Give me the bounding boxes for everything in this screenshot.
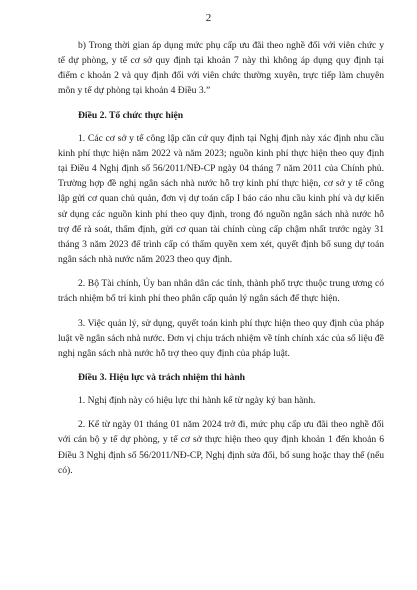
article-2-paragraph-2: 2. Bộ Tài chính, Ủy ban nhân dân các tỉnh, thành phố trực thuộc trung ương có trách nhiệm bố trí kinh phí theo phân cấp quản lý ngân sách để thực hiện. bbox=[58, 278, 384, 305]
article-2-heading: Điều 2. Tổ chức thực hiện bbox=[78, 109, 184, 121]
article-3-paragraph-1: 1. Nghị định này có hiệu lực thi hành kể từ ngày ký ban hành. bbox=[78, 395, 316, 407]
article-3-paragraph-2: 2. Kể từ ngày 01 tháng 01 năm 2024 trở đi, mức phụ cấp ưu đãi theo nghề đối với cán bộ y tế dự phòng, y tế cơ sở thực hiện theo quy định khoản 1 đến khoản 6 Điều 3 Nghị định số 56/2011/NĐ-CP, Nghị định sửa đổi, bổ sung hoặc thay thế (nếu có). bbox=[58, 419, 384, 476]
page-number: 2 bbox=[205, 12, 212, 24]
article-2-paragraph-1: 1. Các cơ sở y tế công lập căn cứ quy định tại Nghị định này xác định nhu cầu kinh phí thực hiện năm 2022 và năm 2023; nguồn kinh phí thực hiện theo quy định tại Điều 4 Nghị định số 56/2011/NĐ-CP ngày 04 tháng 7 năm 2011 của Chính phủ. Trường hợp đề nghị ngân sách nhà nước hỗ trợ kinh phí thực hiện, cơ sở y tế công lập gửi cơ quan chủ quản, đơn vị dự toán cấp I báo cáo nhu cầu kinh phí và dự kiến sử dụng các nguồn kinh phí theo quy định, trong đó nguồn ngân sách nhà nước hỗ trợ để rà soát, thẩm định, gửi cơ quan tài chính cùng cấp chậm nhất trước ngày 31 tháng 3 năm 2023 để trình cấp có thẩm quyền xem xét, quyết định bổ sung dự toán ngân sách nhà nước năm 2023 theo quy định. bbox=[58, 132, 384, 266]
document-body bbox=[58, 38, 384, 487]
article-2-paragraph-3: 3. Việc quản lý, sử dụng, quyết toán kinh phí thực hiện theo quy định của pháp luật về ngân sách nhà nước. Đơn vị chịu trách nhiệm về tính chính xác của số liệu đề nghị ngân sách nhà nước hỗ trợ theo quy định của pháp luật. bbox=[58, 317, 384, 359]
article-3-heading: Điều 3. Hiệu lực và trách nhiệm thi hành bbox=[78, 371, 245, 383]
paragraph-clause-7b: b) Trong thời gian áp dụng mức phụ cấp ưu đãi theo nghề đối với viên chức y tế dự phòng, y tế cơ sở quy định tại khoản 7 này thì không áp dụng quy định tại điểm c khoản 2 và quy định đối với viên chức thường xuyên, trực tiếp làm chuyên môn y tế dự phòng tại khoản 4 Điều 3.” bbox=[58, 40, 384, 97]
